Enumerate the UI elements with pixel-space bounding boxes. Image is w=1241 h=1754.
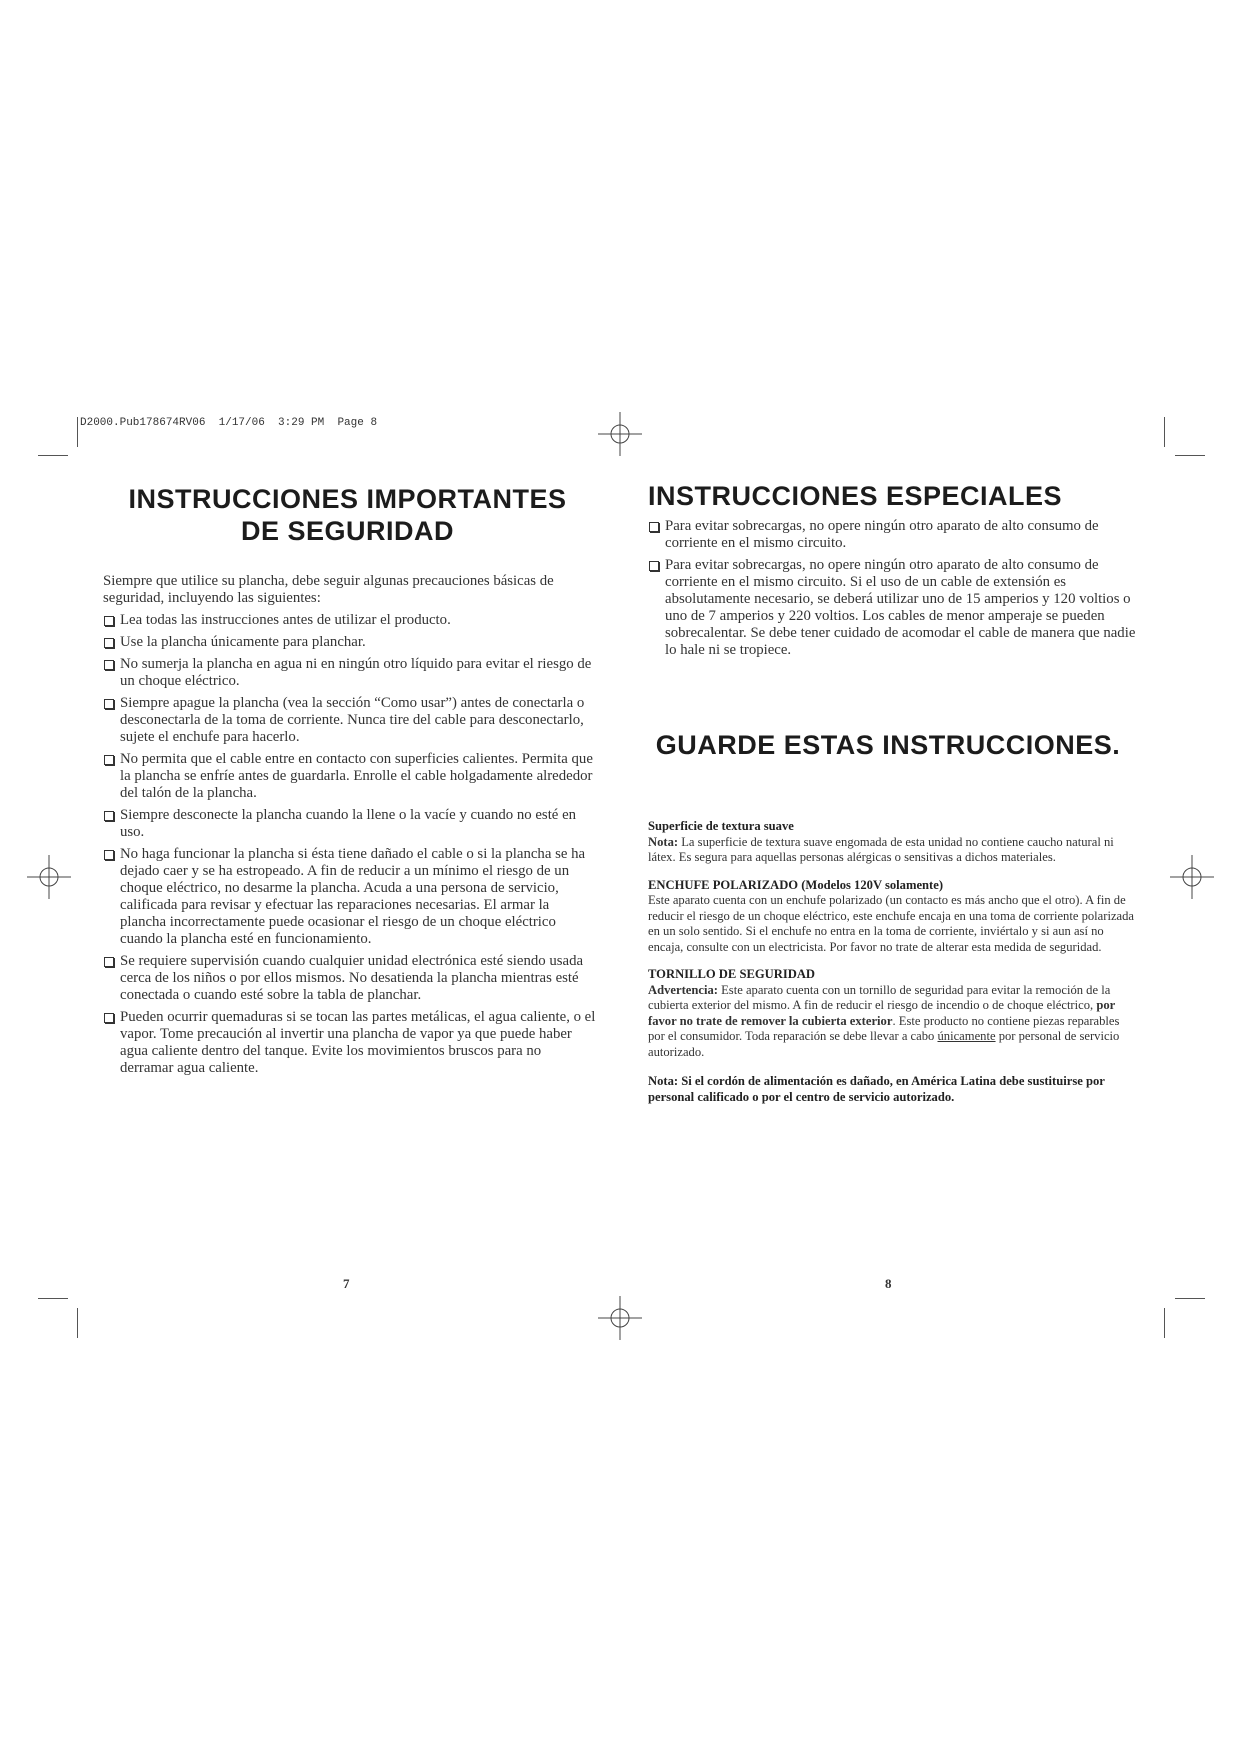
screw-text-a: Este aparato cuenta con un tornillo de seguridad para evitar la remoción de la cubierta exterior del mismo. A fin de reducir el riesgo de incendio o de choque eléctrico, — [648, 982, 1111, 1012]
plug-text: Este aparato cuenta con un enchufe polarizado (un contacto es más ancho que el otro). A fin de reducir el riesgo de un choque eléctrico, este enchufe encaja en una toma de corriente polarizada en un solo sentido. Si el enchufe no entra en la toma de corriente, inviértalo y si aun así no encaja, consulte con un electricista. Por favor no trate de alterar esta medida de seguridad. — [648, 893, 1135, 954]
screw-text-b: . Este producto no contiene piezas reparables por el consumidor. Toda reparación se debe llevar a cabo — [648, 1013, 1120, 1043]
power-cord-note: Nota: Si el cordón de alimentación es dañado, en América Latina debe sustituirse por personal calificado o por el centro de servicio autorizado. — [648, 1074, 1105, 1104]
list-item: No sumerja la plancha en agua ni en ningún otro líquido para evitar el riesgo de un choque eléctrico. — [103, 656, 598, 690]
list-item: Para evitar sobrecargas, no opere ningún otro aparato de alto consumo de corriente en el mismo circuito. Si el uso de un cable de extensión es absolutamente necesario, se deberá utilizar uno de 15 amperios y 120 voltios o uno de 7 amperios y 220 voltios. Los cables de menor amperaje se pueden sobrecalentar. Se debe tener cuidado de acomodar el cable de manera que nadie lo hale ni se tropiece. — [648, 557, 1138, 659]
list-item: Siempre desconecte la plancha cuando la llene o la vacíe y cuando no esté en uso. — [103, 807, 598, 841]
crop-mark — [1175, 1298, 1205, 1299]
screw-text-underlined: únicamente — [937, 1029, 996, 1043]
texture-note — [648, 835, 1138, 866]
texture-note-label: Nota: — [648, 834, 679, 849]
page-number-right: 8 — [885, 1276, 892, 1291]
list-item: Se requiere supervisión cuando cualquier unidad electrónica esté siendo usada cerca de los niños o por ellos mismos. No desatienda la plancha mientras esté conectada o cuando esté sobre la tabla de planchar. — [103, 953, 598, 1004]
list-item: Lea todas las instrucciones antes de utilizar el producto. — [103, 612, 598, 629]
left-title-line-2: DE SEGURIDAD — [240, 516, 455, 546]
registration-mark-icon — [27, 855, 71, 899]
list-item: Use la plancha únicamente para planchar. — [103, 634, 598, 651]
crop-mark — [38, 455, 68, 456]
plug-heading: ENCHUFE POLARIZADO (Modelos 120V solamente) — [648, 877, 944, 892]
list-item: Pueden ocurrir quemaduras si se tocan las partes metálicas, el agua caliente, o el vapor. Tome precaución al invertir una plancha de vapor ya que puede haber agua caliente dentro del tanque. Evite los movimientos bruscos para no derramar agua caliente. — [103, 1009, 598, 1077]
page-number-left: 7 — [343, 1276, 350, 1291]
screw-text — [648, 983, 1138, 1061]
list-item: No haga funcionar la plancha si ésta tiene dañado el cable o si la plancha se ha dejado caer y se ha estropeado. A fin de reducir a un mínimo el riesgo de un choque eléctrico, no desarme la plancha. Acuda a una persona de servicio, calificada para revisar y efectuar las reparaciones necesarias. El armar la plancha incorrectamente puede ocasionar el riesgo de un choque eléctrico cuando la plancha esté en funcionamiento. — [103, 846, 598, 948]
crop-mark — [1164, 417, 1165, 447]
special-instructions — [648, 513, 1138, 659]
registration-mark-icon — [598, 412, 642, 456]
registration-mark-icon — [598, 1296, 642, 1340]
screw-heading: TORNILLO DE SEGURIDAD — [648, 967, 816, 981]
screw-warning-label: Advertencia: — [648, 982, 718, 997]
save-instructions-title: GUARDE ESTAS INSTRUCCIONES. — [655, 730, 1121, 760]
list-item: Siempre apague la plancha (vea la sección “Como usar”) antes de conectarla o desconectarla de la toma de corriente. Nunca tire del cable para desconectarlo, sujete el enchufe para hacerlo. — [103, 695, 598, 746]
right-page-title: INSTRUCCIONES ESPECIALES — [648, 481, 1063, 511]
crop-mark — [38, 1298, 68, 1299]
left-intro: Siempre que utilice su plancha, debe seguir algunas precauciones básicas de seguridad, incluyendo las siguientes: — [103, 573, 554, 606]
left-safety-instructions — [103, 573, 598, 1077]
print-slug: D2000.Pub178674RV06 1/17/06 3:29 PM Page 8 — [80, 417, 378, 429]
texture-note-text: La superficie de textura suave engomada de esta unidad no contiene caucho natural ni látex. Es segura para aquellas personas alérgicas o sensitivas a dichos materiales. — [648, 834, 1114, 864]
texture-heading: Superficie de textura suave — [648, 819, 794, 833]
crop-mark — [1175, 455, 1205, 456]
list-item: Para evitar sobrecargas, no opere ningún otro aparato de alto consumo de corriente en el mismo circuito. — [648, 518, 1138, 552]
registration-mark-icon — [1170, 855, 1214, 899]
right-bullet-list — [648, 518, 1138, 659]
crop-mark — [77, 417, 78, 447]
crop-mark — [1164, 1308, 1165, 1338]
product-notes — [648, 819, 1138, 1105]
left-title-line-1: INSTRUCCIONES IMPORTANTES — [128, 484, 567, 514]
left-page-title — [105, 483, 590, 547]
crop-mark — [77, 1308, 78, 1338]
screw-text-c: por personal de servicio autorizado. — [648, 1029, 1120, 1059]
list-item: No permita que el cable entre en contacto con superficies calientes. Permita que la plancha se enfríe antes de guardarla. Enrolle el cable holgadamente alrededor del talón de la plancha. — [103, 751, 598, 802]
left-bullet-list — [103, 612, 598, 1077]
screw-text-bold: por favor no trate de remover la cubierta exterior — [648, 998, 1115, 1028]
